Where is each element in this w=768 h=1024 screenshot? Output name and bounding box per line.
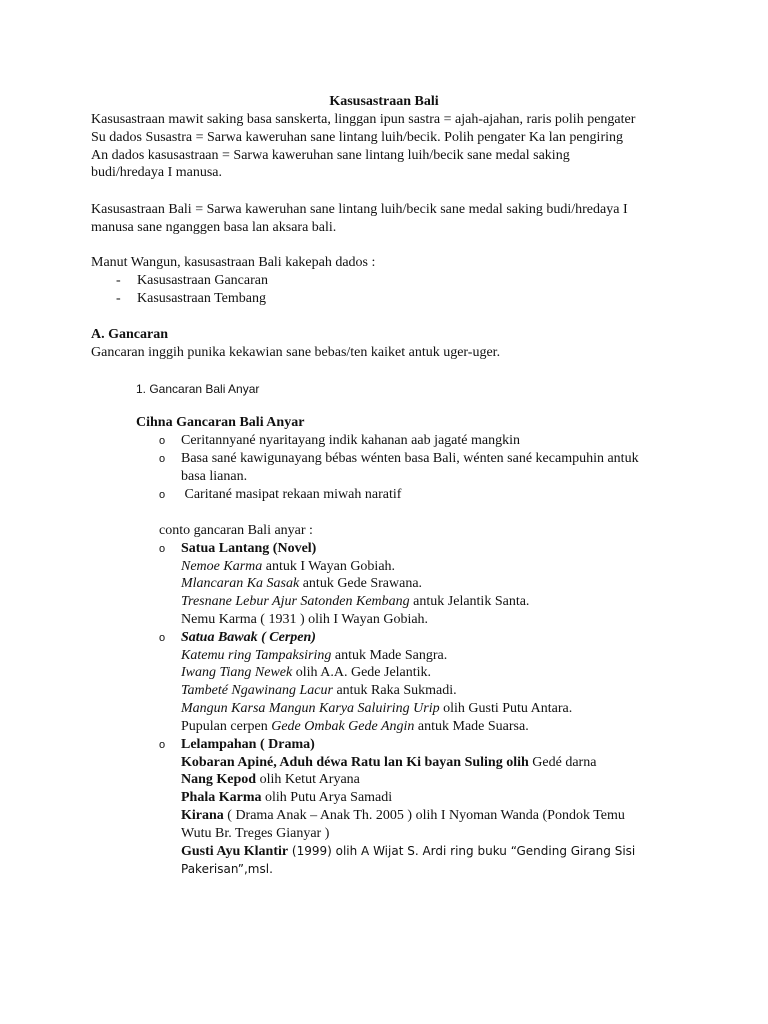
novel-entry — [181, 575, 422, 593]
cerpen-author: antuk Made Suarsa. — [414, 719, 529, 734]
examples-intro: conto gancaran Bali anyar : — [159, 523, 313, 538]
novel-entry: Nemu Karma ( 1931 ) olih I Wayan Gobiah. — [181, 612, 429, 627]
section-text: Gancaran inggih punika kekawian sane bebas/ten kaiket antuk uger-uger. — [91, 345, 501, 360]
bullet-marker: o — [159, 543, 166, 555]
novel-title: Nemoe Karma — [181, 559, 263, 574]
cihna-item: Caritané masipat rekaan miwah naratif — [181, 487, 402, 502]
intro-line: Kasusastraan mawit saking basa sanskerta, linggan ipun sastra = ajah-ajahan, raris polih pengater — [91, 112, 636, 127]
novel-entry — [181, 593, 529, 611]
cerpen-author: olih Gusti Putu Antara. — [439, 701, 573, 716]
novel-heading: Satua Lantang (Novel) — [181, 541, 317, 556]
drama-entry-continuation: Wutu Br. Treges Gianyar ) — [181, 826, 330, 841]
intro-line: budi/hredaya I manusa. — [91, 165, 223, 180]
drama-title: Gusti Ayu Klantir — [181, 844, 289, 859]
drama-entry — [181, 807, 625, 825]
drama-title: Nang Kepod — [181, 772, 257, 787]
cerpen-author: olih A.A. Gede Jelantik. — [292, 665, 432, 680]
cerpen-author: antuk Raka Sukmadi. — [332, 683, 457, 698]
drama-entry — [181, 843, 635, 861]
bullet-marker: o — [159, 489, 166, 501]
cerpen-heading: Satua Bawak ( Cerpen) — [181, 630, 316, 645]
intro-line: Su dados Susastra = Sarwa kaweruhan sane lintang luih/becik. Polih pengater Ka lan pengiring — [91, 130, 623, 145]
cerpen-title: Gede Ombak Gede Angin — [271, 719, 415, 734]
cerpen-entry — [181, 664, 431, 682]
drama-author: olih Putu Arya Samadi — [261, 790, 393, 805]
drama-title: Phala Karma — [181, 790, 262, 805]
drama-author: ( Drama Anak – Anak Th. 2005 ) olih I Nyoman Wanda (Pondok Temu — [223, 808, 625, 823]
bullet-marker: o — [159, 739, 166, 751]
drama-author: (1999) olih A Wijat S. Ardi ring buku “Gending Girang Sisi — [288, 844, 636, 858]
cerpen-prefix: Pupulan cerpen — [181, 719, 272, 734]
drama-entry — [181, 754, 596, 772]
cerpen-title: Katemu ring Tampaksiring — [181, 648, 332, 663]
definition-line: manusa sane nganggen basa lan aksara bali. — [91, 220, 337, 235]
drama-heading: Lelampahan ( Drama) — [181, 737, 315, 752]
classification-intro: Manut Wangun, kasusastraan Bali kakepah dados : — [91, 255, 376, 270]
drama-entry-continuation: Pakerisan”,msl. — [181, 862, 273, 876]
bullet-marker: o — [159, 632, 166, 644]
drama-title: Kirana — [181, 808, 224, 823]
cerpen-title: Iwang Tiang Newek — [181, 665, 293, 680]
novel-title: Mlancaran Ka Sasak — [181, 576, 300, 591]
cerpen-entry — [181, 700, 572, 718]
drama-title: Kobaran Apiné, Aduh déwa Ratu lan Ki bayan Suling olih — [181, 755, 529, 770]
cihna-item: Basa sané kawigunayang bébas wénten basa Bali, wénten sané kecampuhin antuk — [181, 451, 639, 466]
subsection-heading: 1. Gancaran Bali Anyar — [136, 382, 260, 396]
novel-author: antuk Jelantik Santa. — [409, 594, 530, 609]
cihna-item: Ceritannyané nyaritayang indik kahanan aab jagaté mangkin — [181, 433, 520, 448]
cihna-heading: Cihna Gancaran Bali Anyar — [136, 415, 305, 430]
drama-author: Gedé darna — [528, 755, 597, 770]
page-title: Kasusastraan Bali — [329, 94, 439, 109]
drama-entry — [181, 789, 392, 807]
intro-line: An dados kasusastraan = Sarwa kaweruhan sane lintang luih/becik sane medal saking — [91, 148, 570, 163]
drama-author: olih Ketut Aryana — [256, 772, 360, 787]
definition-line: Kasusastraan Bali = Sarwa kaweruhan sane lintang luih/becik sane medal saking budi/hredaya I — [91, 202, 628, 217]
cihna-item-continuation: basa lianan. — [181, 469, 248, 484]
drama-entry — [181, 771, 360, 789]
list-item-tembang: Kasusastraan Tembang — [137, 291, 267, 306]
novel-author: antuk I Wayan Gobiah. — [262, 559, 396, 574]
cerpen-title: Mangun Karsa Mangun Karya Saluiring Urip — [181, 701, 440, 716]
cerpen-entry — [181, 647, 447, 665]
novel-entry — [181, 558, 395, 576]
cerpen-author: antuk Made Sangra. — [331, 648, 448, 663]
dash-marker: - — [116, 291, 121, 306]
novel-author: antuk Gede Srawana. — [299, 576, 423, 591]
cerpen-entry — [181, 682, 457, 700]
section-heading-gancaran: A. Gancaran — [91, 327, 168, 342]
novel-title: Tresnane Lebur Ajur Satonden Kembang — [181, 594, 410, 609]
list-item-gancaran: Kasusastraan Gancaran — [137, 273, 268, 288]
dash-marker: - — [116, 273, 121, 288]
bullet-marker: o — [159, 435, 166, 447]
cerpen-entry — [181, 718, 529, 736]
cerpen-title: Tambeté Ngawinang Lacur — [181, 683, 333, 698]
bullet-marker: o — [159, 453, 166, 465]
